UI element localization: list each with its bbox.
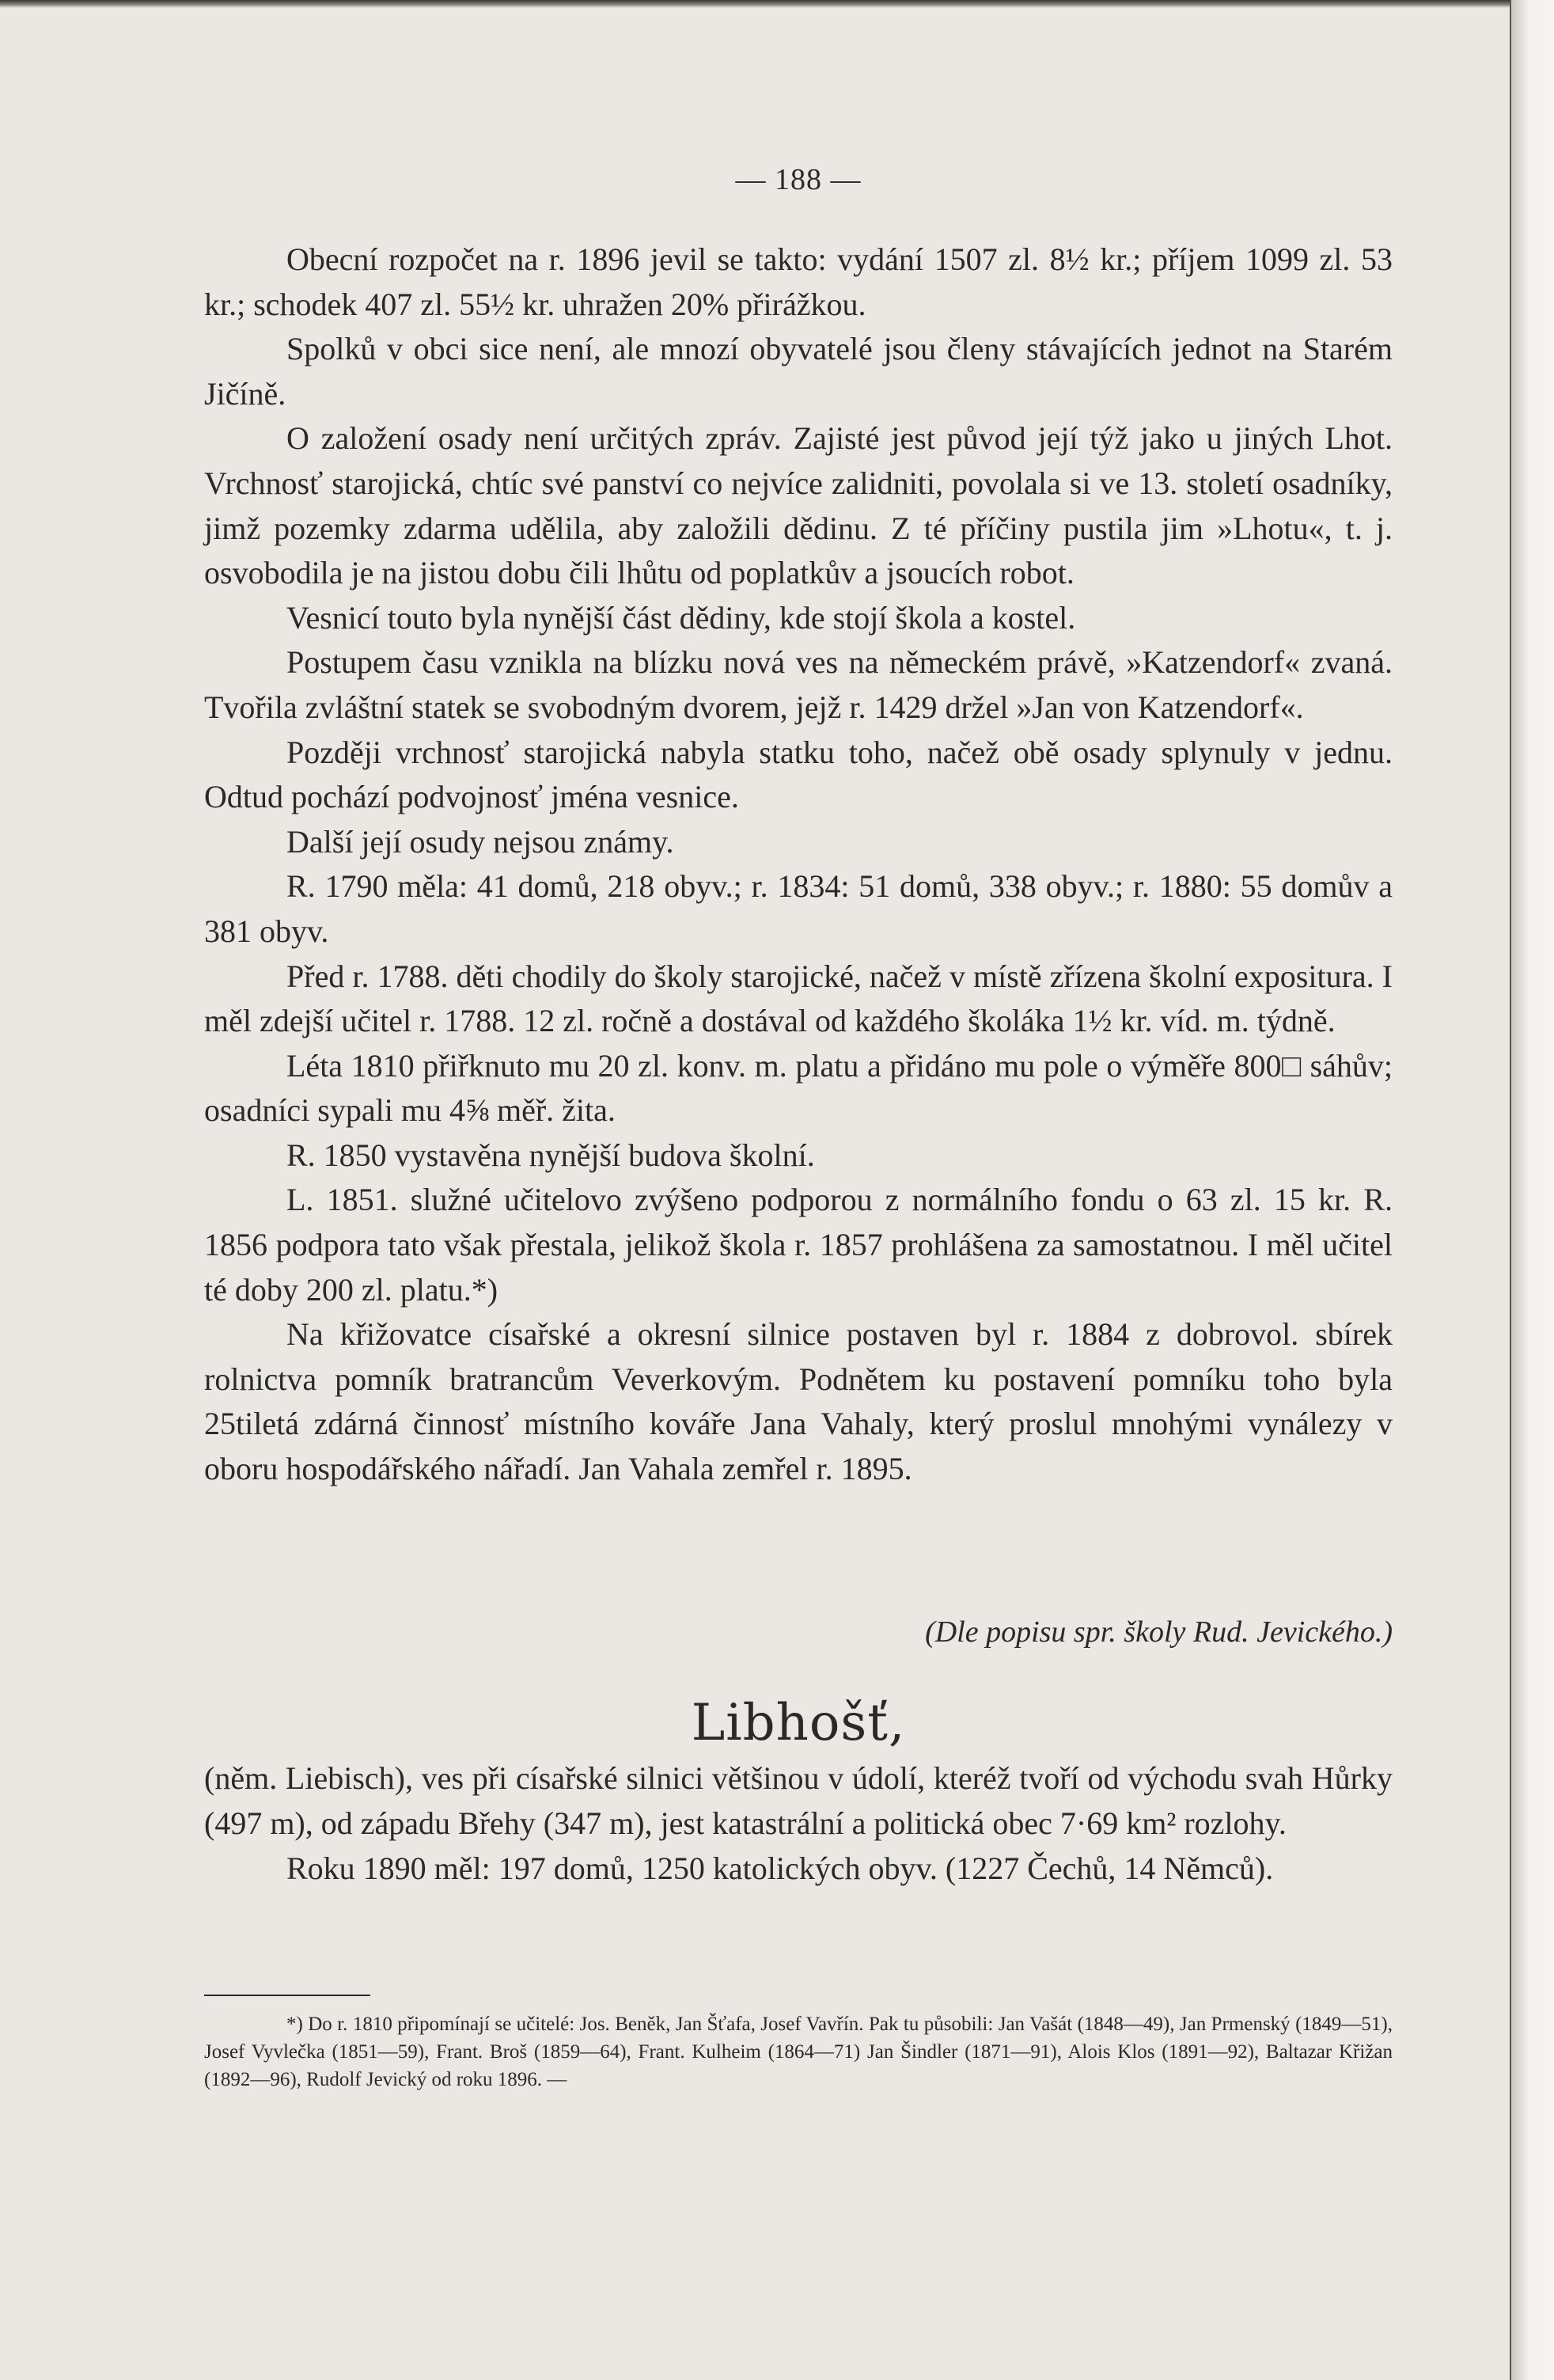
paragraph: Roku 1890 měl: 197 domů, 1250 katolických obyv. (1227 Čechů, 14 Němců). — [286, 1850, 1274, 1886]
page-number: — 188 — — [735, 163, 862, 196]
paragraph: R. 1790 měla: 41 domů, 218 obyv.; r. 1834: 51 domů, 338 obyv.; r. 1880: 55 domův a 381 obyv. — [204, 868, 1393, 949]
paragraph: Před r. 1788. děti chodily do školy starojické, načež v místě zřízena školní expositura. I měl zdejší učitel r. 1788. 12 zl. ročně a dostával od každého školáka 1½ kr. víd. m. týdně. — [204, 958, 1393, 1039]
paragraph: Postupem času vznikla na blízku nová ves na německém právě, »Katzendorf« zvaná. Tvořila zvláštní statek se svobodným dvorem, jejž r. 1429 držel »Jan von Katzendorf«. — [204, 644, 1393, 725]
section-heading: Libhošť, — [691, 1694, 906, 1752]
paragraph: L. 1851. služné učitelovo zvýšeno podporou z normálního fondu o 63 zl. 15 kr. R. 1856 podpora tato však přestala, jelikož škola r. 1857 prohlášena za samostatnou. I měl učitel té doby 200 zl. platu.*) — [204, 1182, 1393, 1308]
paragraph: Na křižovatce císařské a okresní silnice postaven byl r. 1884 z dobrovol. sbírek rolnictva pomník bratrancům Veverkovým. Podnětem ku postavení pomníku toho byla 25tiletá zdárná činnosť místního kováře Jana Vahaly, který proslul mnohými vynálezy v oboru hospodářského nářadí. Jan Vahala zemřel r. 1895. — [204, 1316, 1393, 1487]
paragraph: Později vrchnosť starojická nabyla statku toho, načež obě osady splynuly v jednu. Odtud pochází podvojnosť jména vesnice. — [204, 734, 1393, 815]
paragraph: Další její osudy nejsou známy. — [286, 823, 674, 860]
next-page-edge — [1511, 0, 1554, 2380]
top-border — [0, 0, 1511, 8]
paragraph: (něm. Liebisch), ves při císařské silnici většinou v údolí, kteréž tvoří od východu svah Hůrky (497 m), od západu Břehy (347 m), jest katastrální a politická obec 7·69 km² rozlohy. — [204, 1760, 1393, 1841]
footnote: *) Do r. 1810 připomínají se učitelé: Jos. Beněk, Jan Šťafa, Josef Vavřín. Pak tu působili: Jan Vašát (1848—49), Jan Prmenský (1849—51), Josef Vyvlečka (1851—59), Frant. Broš (1859—64), Frant. Kulheim (1864—71) Jan Šindler (1871—91), Alois Klos (1891—92), Baltazar Křižan (1892—96), Rudolf Jevický od roku 1896. — — [204, 2014, 1393, 2090]
paragraph: R. 1850 vystavěna nynější budova školní. — [286, 1137, 815, 1173]
paragraph: O založení osady není určitých zpráv. Zajisté jest původ její týž jako u jiných Lhot. Vrchnosť starojická, chtíc své panství co nejvíce zalidniti, povolala si ve 13. století osadníky, jimž pozemky zdarma udělila, aby založili dědinu. Z té příčiny pustila jim »Lhotu«, t. j. osvobodila je na jistou dobu čili lhůtu od poplatkův a jsoucích robot. — [204, 420, 1393, 591]
paragraph: Spolků v obci sice není, ale mnozí obyvatelé jsou členy stávajících jednot na Starém Jičíně. — [204, 331, 1393, 412]
paragraph: Vesnicí touto byla nynější část dědiny, kde stojí škola a kostel. — [286, 599, 1076, 636]
section-text — [204, 1756, 1393, 1891]
paragraph: Obecní rozpočet na r. 1896 jevil se takto: vydání 1507 zl. 8½ kr.; příjem 1099 zl. 53 kr.; schodek 407 zl. 55½ kr. uhražen 20% přirážkou. — [204, 241, 1393, 322]
source-note: (Dle popisu spr. školy Rud. Jevického.) — [925, 1615, 1393, 1649]
footnote-rule — [204, 1995, 370, 1996]
paragraph: Léta 1810 přiřknuto mu 20 zl. konv. m. platu a přidáno mu pole o výměře 800□ sáhův; osadníci sypali mu 4⅝ měř. žita. — [204, 1047, 1393, 1129]
main-text — [204, 237, 1393, 1492]
